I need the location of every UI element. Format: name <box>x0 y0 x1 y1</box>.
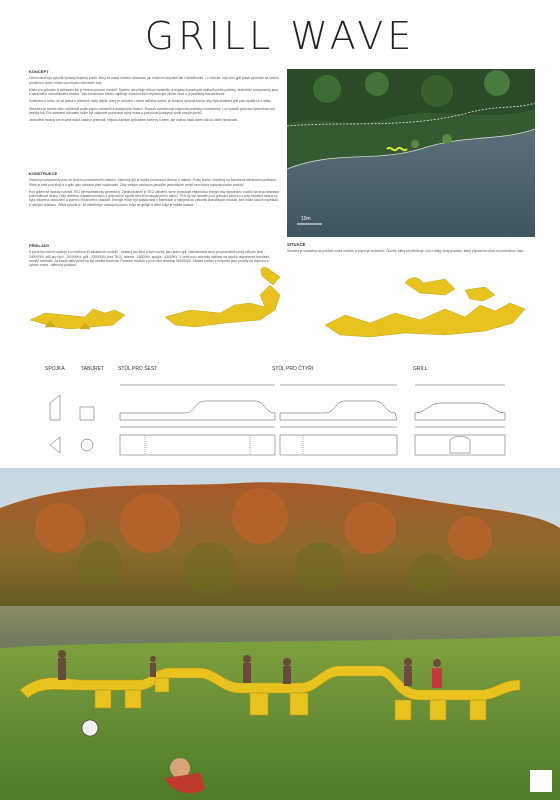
construction-paragraph-1: Všechny komponenty jsou ze žlutého probarveného betonu. Samotný gril je hrotek nerezovou deskou s roštem. Prvky budou umístěny na fumebené štěrkovém podkladu. Štěrk je také pod stoly a u grilu jako ochrana před vzplanutím. Díky velkým ocelovým plechům jednotlivých prvků není třeba budovat složité podloží. <box>29 178 277 187</box>
grill-grate <box>450 437 470 454</box>
module-composition-3 <box>325 303 525 337</box>
grill-elevation <box>415 403 505 420</box>
aerial-map-graphic <box>287 69 535 237</box>
module-axonometrics <box>25 265 535 360</box>
label-stul-pro-ctyri: STŮL PRO ČTYŘI <box>272 366 314 372</box>
label-stul-pro-sest: STŮL PRO ŠEST <box>118 366 158 372</box>
module-composition-1 <box>30 309 125 329</box>
stul-sest-plan <box>120 435 275 455</box>
examples-paragraph-1: V první fázi návrh uvažuje s umístěním tří základních modulů - sestavy pro šest a čtyři osoby, plus jeden gril. Odhadovaná cena pro jednotlivé prvky stůl pro šest - 240000Kč, stůl pro čtyři - 190000Kč, grill - 230000Kč (bez TEG), taburet - 18000Kč, spojka - 43000Kč. V ceně jsou zahrnuty náklady na výrobu objednávek trendelní, rovněž montáže. Za každý další prvek by byl vzniklá konečná. Poslední modulů v první fázi dosahují 562000Kč. Závislá pomoc z rozpočtu jsou použity na doprovu a úpravu místa - štěrkový podklad. <box>29 250 271 268</box>
concept-paragraph-3: Vzhledem k tomu, že se jedná o poměrně malý objekt, který je umístěn v rámci velkého území, je zvolena výrazná barva, aby byla znatelná grill paní spatřit už z dálky. <box>29 99 272 104</box>
construction-section <box>29 172 279 210</box>
technical-drawings <box>25 375 535 467</box>
site-heading: SITUACE <box>287 242 306 247</box>
stul-ctyri-plan <box>280 435 397 455</box>
construction-paragraph-2: Pod grilem se nachází umístit TEG (termoelektrický generátor). Zjednodušeně je TEG zařízení, které produkuje elektrickou energii díky teplotnímu rozdílu na dvou stranách polovodičové desky. Díky velkému odpadnímu teplu z grilování je využití této technologie přímo nabízí. TEG by byl umístěn pod grilovací plochou a jeho studená strana by byla chlazena vzduchem a pomocí hliníkového chladiče. Energie může být skladována v baterkách a nabíjená do zásuvek jednotlivých modulů, kde může sloužit například k nabíjení telefonu. Velká výhoda je, že elektřina je dostupná pouze, když se griluje a nebo když je nabitá baterie. <box>29 189 280 207</box>
corner-marker <box>530 770 552 792</box>
examples-heading: PŘÍKLADY <box>29 243 50 248</box>
construction-heading: KONSTRUKCE <box>29 171 58 176</box>
aerial-site-map <box>287 69 535 237</box>
label-spojka: SPOJKA <box>45 366 65 372</box>
concept-section <box>29 70 279 126</box>
spojka-elevation <box>50 395 60 420</box>
site-description: Sestava je umístěna na pobřeží vodní nádrže, a kopíruje vrstevnici. Člověk, který se přibližuje, vidí z dálky žlutý proužek, který připomíná vlnící se pobřežnou čáru. <box>287 249 525 253</box>
stul-ctyri-elevation <box>280 401 397 420</box>
concept-paragraph-5: Jednotlivé moduly lze možné volně snadno přemístit. Nejsou žádným způsobem kotveny k zemi, ale mohou však dobře dát do velké hmotnosti. <box>29 118 238 123</box>
rendering-graphic <box>0 468 560 800</box>
taburet-plan <box>81 439 93 451</box>
concept-paragraph-4: Struktura je možné dále rozšiřovat podle zájmu uživatelů a dostupných financí. Rozsah vybavenosti odpovídá prakticky neomezený. Lze vytvořit grilovací epicentrum pro desítky lidí. Pro samotné uživatele může být zajímavé pozorovat vývoj místa a pozorovat postupný vznik nových prvků. <box>29 106 276 116</box>
grill-plan <box>415 435 505 455</box>
label-grill: GRILL <box>413 366 428 372</box>
poster-title: GRILL WAVE <box>144 14 416 58</box>
football <box>82 720 98 736</box>
concept-heading: KONCEPT <box>29 69 49 74</box>
lakeside-rendering <box>0 468 560 800</box>
label-taburet: TABURET <box>81 366 104 372</box>
scale-bar-label: 10m <box>301 216 311 222</box>
concept-paragraph-1: Cílem návrhu je vytvořit výrazný krajinný prvek, který se stane místem setkávání jak místních obyvatel tak i návštěvníků. I v obdobě, kdy není grill právě využíván se svému prvotnímu účelu, může sloužit jako orientační bod. <box>29 76 279 85</box>
concept-paragraph-2: Místo pro grilování a setkávání lidí je řešeno pomocí modulů. Systém umožňuje velkou variabilitu a regulaci konečných nákladů podle potřeby. Jednotlivé komponenty jsou z barevného monolitického betonu. Tato konstrukce řešení zajišťuje odolnost vůči nepříznivým vlivům okolí a je prakticky bezúdržbová. <box>29 87 278 97</box>
stul-sest-elevation <box>120 401 275 420</box>
module-composition-2 <box>165 285 280 327</box>
taburet-elevation <box>80 407 94 420</box>
spojka-plan <box>50 437 60 453</box>
